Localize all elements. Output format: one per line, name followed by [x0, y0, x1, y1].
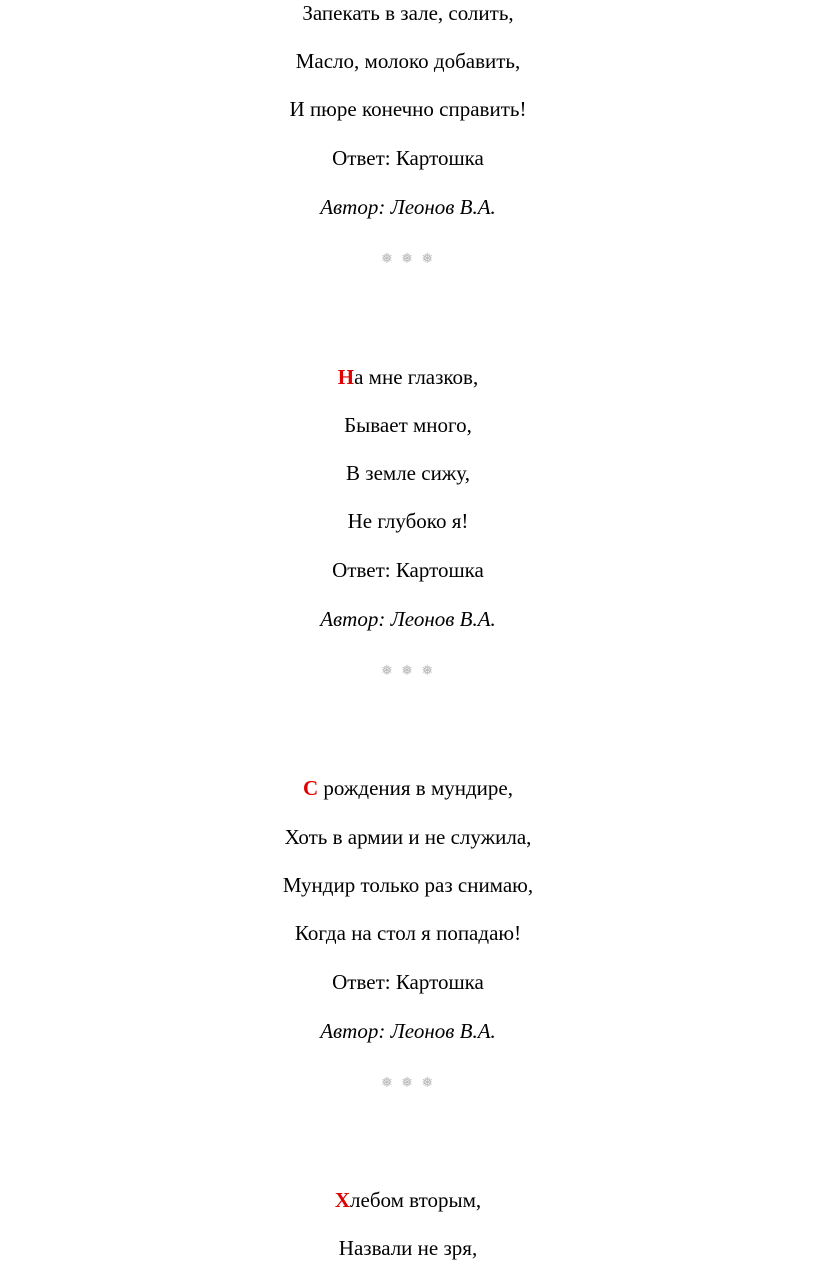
- poem-line: Хоть в армии и не служила,: [284, 825, 532, 849]
- poem-line: Масло, молоко добавить,: [295, 49, 521, 73]
- poem-line: И пюре конечно справить!: [289, 97, 527, 121]
- answer-line: Ответ: Картошка: [332, 558, 484, 582]
- drop-cap-letter: Н: [337, 365, 355, 389]
- poem-first-line: [0, 364, 816, 390]
- author-line: Автор: Леонов В.А.: [320, 1019, 496, 1043]
- poem-line: Назвали не зря,: [338, 1236, 478, 1260]
- poem-line: Когда на стол я попадаю!: [294, 921, 522, 945]
- first-line-text: лебом вторым,: [350, 1188, 482, 1212]
- snowflake-separator-icon: ❅ ❅ ❅: [380, 663, 436, 679]
- first-line-text: а мне глазков,: [354, 365, 479, 389]
- drop-cap-letter: Х: [334, 1188, 351, 1212]
- poem-line: Бывает много,: [344, 413, 472, 437]
- author-line: Автор: Леонов В.А.: [320, 607, 496, 631]
- poem-line: Запекать в зале, солить,: [302, 1, 514, 25]
- answer-line: Ответ: Картошка: [332, 146, 484, 170]
- poem-line: Не глубоко я!: [347, 509, 469, 533]
- poem-line: Мундир только раз снимаю,: [282, 873, 534, 897]
- first-line-text: рождения в мундире,: [318, 776, 513, 800]
- poem-first-line: [0, 1187, 816, 1213]
- poem-first-line: [0, 775, 816, 801]
- snowflake-separator-icon: ❅ ❅ ❅: [380, 251, 436, 267]
- snowflake-separator-icon: ❅ ❅ ❅: [380, 1075, 436, 1091]
- author-line: Автор: Леонов В.А.: [320, 195, 496, 219]
- answer-line: Ответ: Картошка: [332, 970, 484, 994]
- drop-cap-letter: С: [303, 776, 319, 800]
- poem-line: В земле сижу,: [346, 461, 470, 485]
